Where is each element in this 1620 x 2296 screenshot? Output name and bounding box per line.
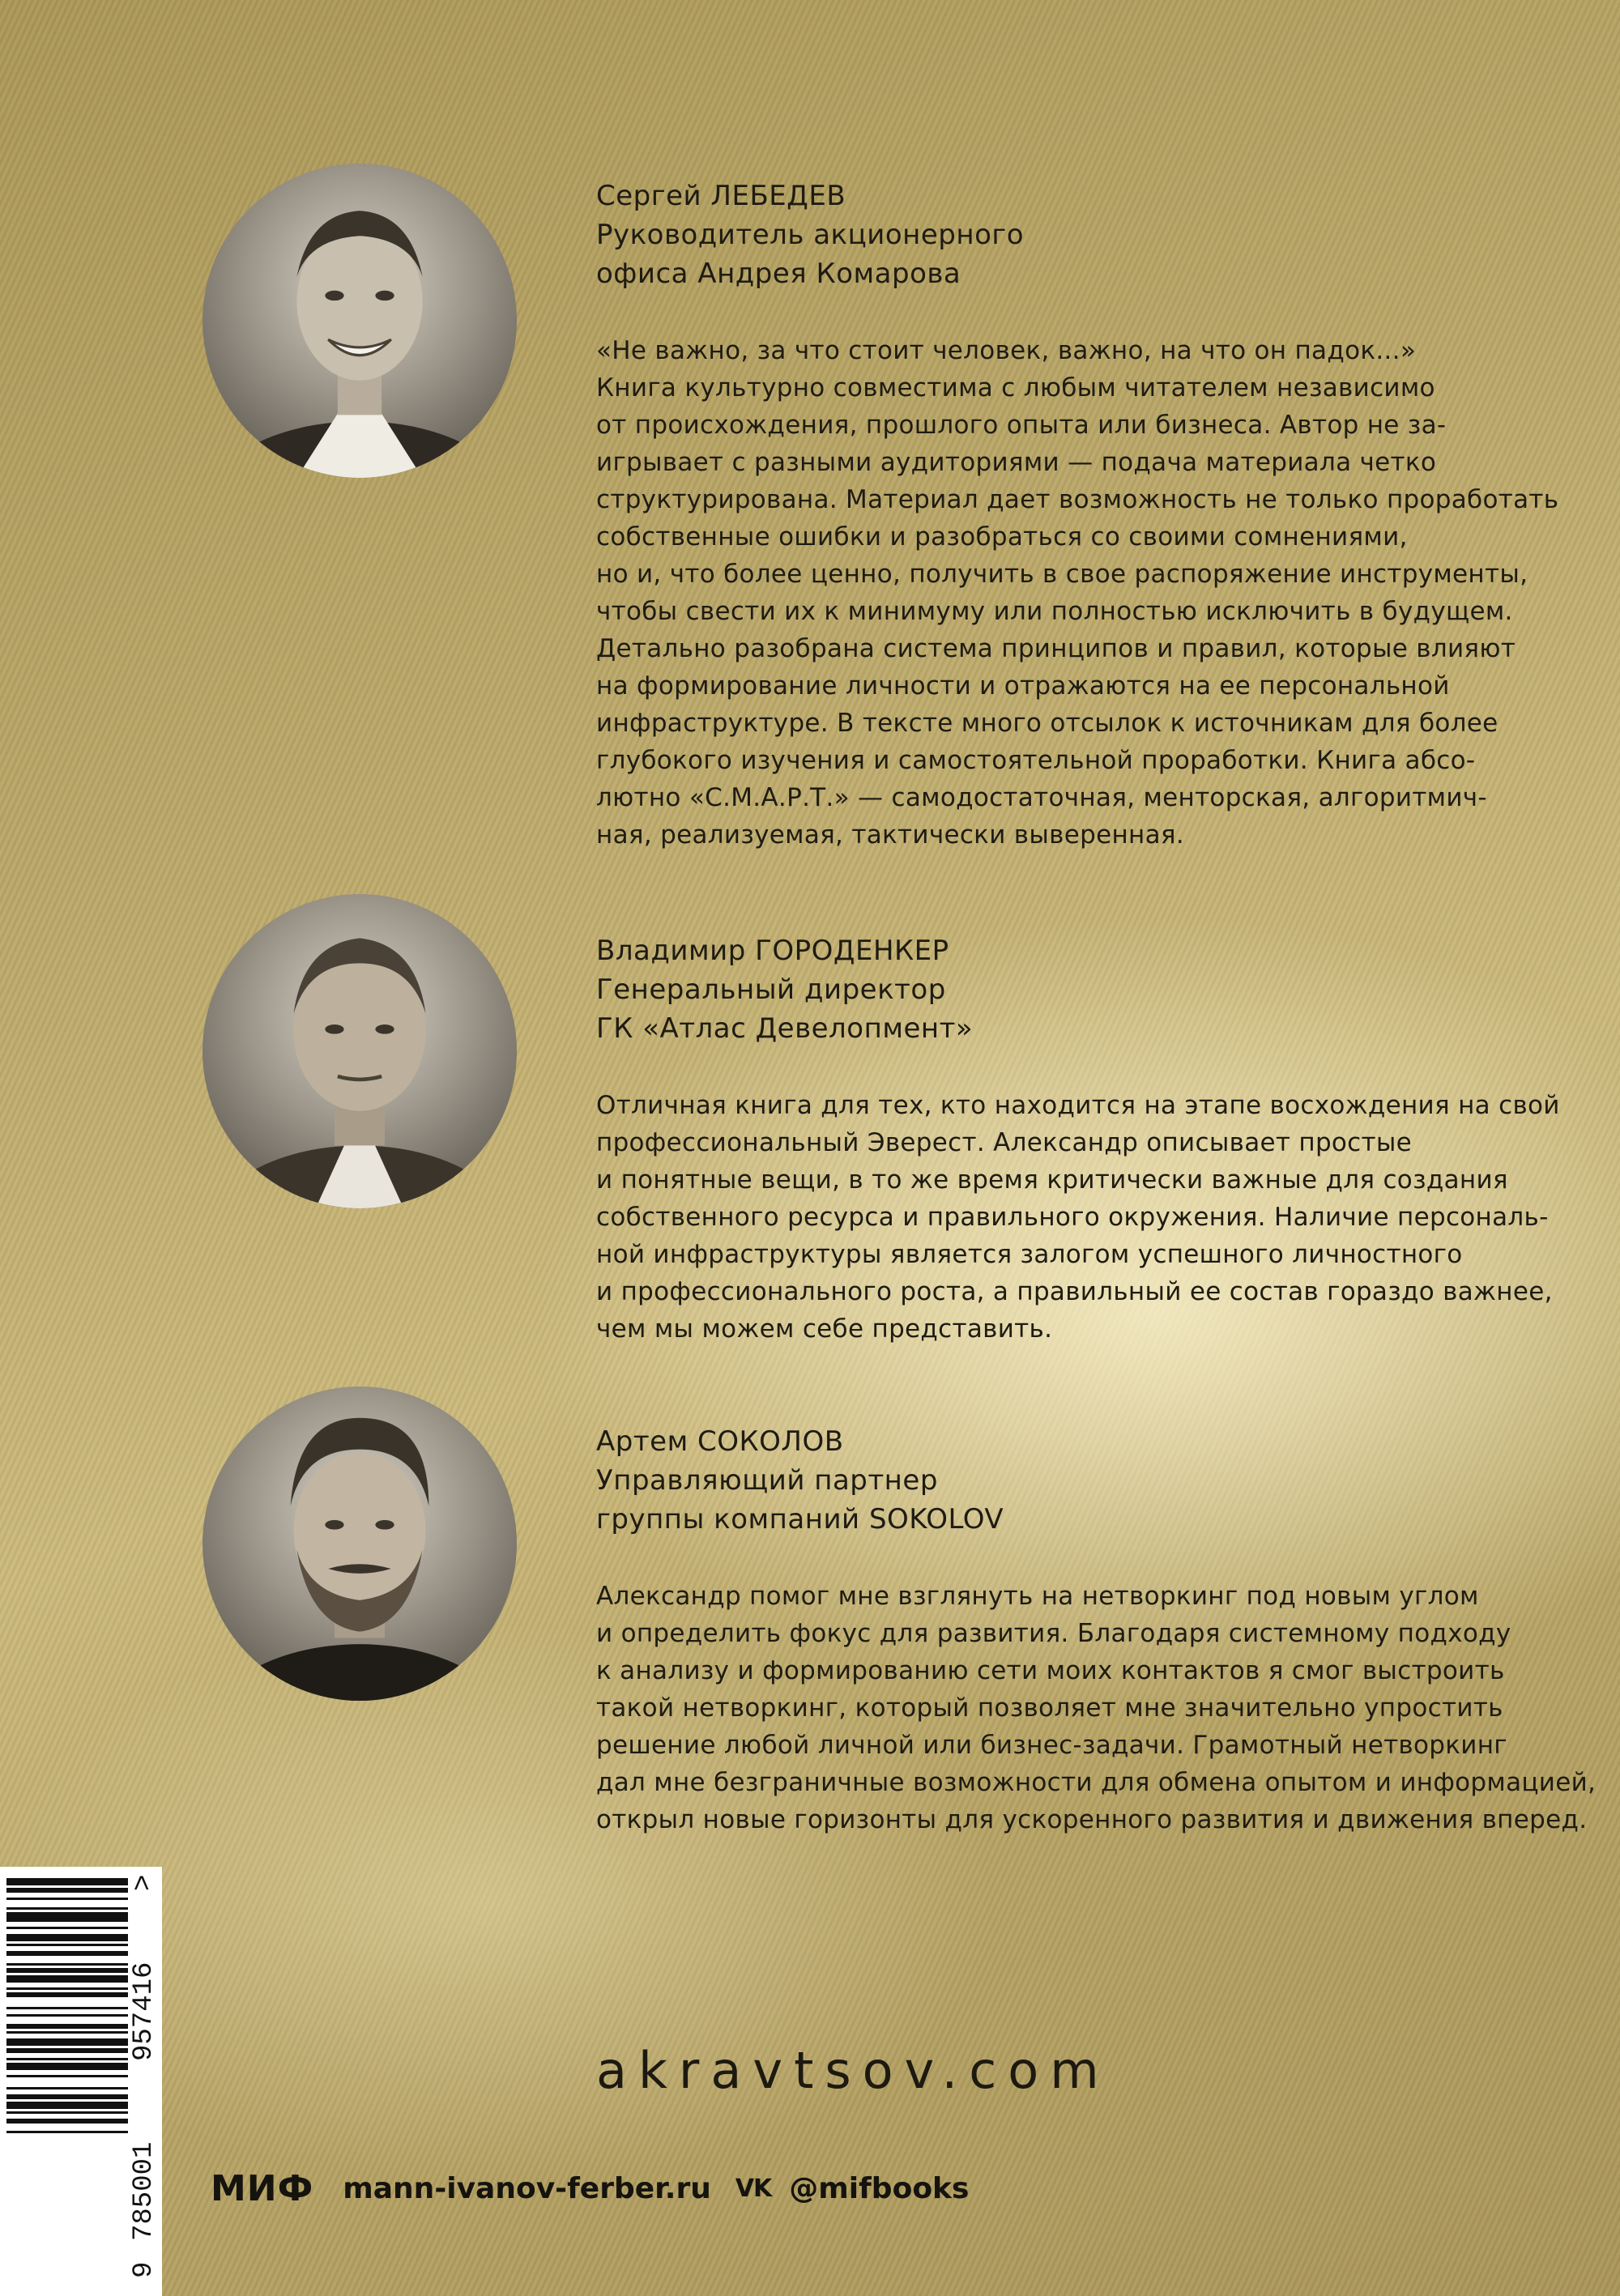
quote-line: профессиональный Эверест. Александр описывает простые xyxy=(596,1128,1413,1157)
quote-line: Книга культурно совместима с любым читателем независимо xyxy=(596,373,1435,403)
barcode-bar xyxy=(6,1912,128,1922)
barcode-bar xyxy=(6,1951,128,1956)
reviewer-name: Сергей ЛЕБЕДЕВ xyxy=(596,180,846,212)
reviewer-role-line: Генеральный директор xyxy=(596,973,946,1006)
barcode-bar xyxy=(6,1975,128,1983)
barcode-bar xyxy=(6,1927,128,1929)
barcode-arrow: > xyxy=(129,1874,160,1891)
quote-line: решение любой личной или бизнес-задачи. Грамотный нетворкинг xyxy=(596,1731,1507,1760)
barcode-bar xyxy=(6,1934,128,1941)
barcode-bar xyxy=(6,1987,128,1990)
barcode-bar xyxy=(6,1878,128,1885)
quote-line: игрывает с разными аудиториями — подача материала четко xyxy=(596,448,1437,477)
barcode-bar xyxy=(6,2087,128,2089)
quote-line: чтобы свести их к минимуму или полностью исключить в будущем. xyxy=(596,597,1513,626)
reviewer-role-line: ГК «Атлас Девелопмент» xyxy=(596,1012,974,1045)
quote-line: дал мне безграничные возможности для обмена опытом и информацией, xyxy=(596,1768,1597,1797)
quote-line: лютно «С.М.А.Р.Т.» — самодостаточная, менторская, алгоритмич- xyxy=(596,783,1487,812)
review-quote xyxy=(596,1087,1560,1348)
reviewer-name: Артем СОКОЛОВ xyxy=(596,1425,844,1458)
barcode-bar xyxy=(6,2075,128,2077)
barcode-bar xyxy=(6,1898,128,1900)
portrait-artem-sokolov xyxy=(202,1387,517,1701)
reviewer-role-line: офиса Андрея Комарова xyxy=(596,258,961,290)
reviewer-role-line: группы компаний SOKOLOV xyxy=(596,1503,1004,1536)
barcode-bar xyxy=(6,2058,128,2060)
barcode-bar xyxy=(6,1907,128,1910)
quote-line: и профессионального роста, а правильный ее состав гораздо важнее, xyxy=(596,1277,1553,1306)
barcode-bar xyxy=(6,2007,128,2009)
quote-line: инфраструктуре. В тексте много отсылок к источникам для более xyxy=(596,709,1498,738)
barcode-graphic xyxy=(0,1867,162,2296)
barcode-bar xyxy=(6,2038,128,2046)
vk-icon[interactable]: VK xyxy=(735,2174,772,2203)
barcode-bar xyxy=(6,1944,128,1946)
quote-line: Детально разобрана система принципов и правил, которые влияют xyxy=(596,634,1516,663)
quote-line: такой нетворкинг, который позволяет мне значительно упростить xyxy=(596,1693,1503,1723)
quote-line: на формирование личности и отражаются на ее персональной xyxy=(596,671,1450,701)
barcode-bar xyxy=(6,1963,128,1966)
barcode-bar xyxy=(6,2131,128,2133)
quote-line: Александр помог мне взглянуть на нетворкинг под новым углом xyxy=(596,1582,1479,1611)
quote-line: и понятные вещи, в то же время критически важные для создания xyxy=(596,1165,1508,1195)
barcode-bar xyxy=(6,2048,128,2053)
barcode-bar xyxy=(6,2102,128,2109)
portrait-photo xyxy=(202,164,517,478)
barcode-digits-left: 9 xyxy=(129,2261,160,2278)
quote-line: собственного ресурса и правильного окружения. Наличие персональ- xyxy=(596,1203,1549,1232)
reviewer-role-line: Управляющий партнер xyxy=(596,1464,938,1497)
barcode-bar xyxy=(6,1888,128,1893)
reviewer-role-line: Руководитель акционерного xyxy=(596,219,1025,251)
quote-line: ная, реализуемая, тактически выверенная. xyxy=(596,820,1184,850)
quote-line: но и, что более ценно, получить в свое распоряжение инструменты, xyxy=(596,560,1528,589)
publisher-footer xyxy=(211,2164,969,2213)
portrait-sergey-lebedev xyxy=(202,164,517,478)
quote-line: ной инфраструктуры является залогом успешного личностного xyxy=(596,1240,1463,1269)
quote-line: чем мы можем себе представить. xyxy=(596,1314,1053,1344)
quote-line: Отличная книга для тех, кто находится на этапе восхождения на свой xyxy=(596,1091,1560,1120)
quote-line: от происхождения, прошлого опыта или бизнеса. Автор не за- xyxy=(596,411,1447,440)
quote-line: к анализу и формированию сети моих контактов я смог выстроить xyxy=(596,1656,1505,1685)
publisher-url[interactable]: mann-ivanov-ferber.ru xyxy=(343,2171,711,2205)
barcode-digits-mid: 785001 xyxy=(129,2141,160,2241)
review-entry-3 xyxy=(596,1422,1597,1838)
review-quote xyxy=(596,1578,1597,1838)
review-entry-1 xyxy=(596,177,1559,854)
barcode-bar xyxy=(6,2014,128,2017)
isbn-barcode xyxy=(0,1867,162,2296)
portrait-photo xyxy=(202,894,517,1208)
barcode-bar xyxy=(6,2024,128,2029)
barcode-bar xyxy=(6,1968,128,1973)
barcode-bar xyxy=(6,2111,128,2114)
barcode-bar xyxy=(6,2094,128,2099)
reviewer-name: Владимир ГОРОДЕНКЕР xyxy=(596,935,949,967)
barcode-bars xyxy=(6,1878,128,2133)
quote-line: открыл новые горизонты для ускоренного развития и движения вперед. xyxy=(596,1805,1588,1834)
quote-line: и определить фокус для развития. Благодаря системному подходу xyxy=(596,1619,1511,1648)
publisher-logo: МИФ xyxy=(211,2167,314,2209)
quote-line: глубокого изучения и самостоятельной проработки. Книга абсо- xyxy=(596,746,1476,775)
quote-line: собственные ошибки и разобраться со своими сомнениями, xyxy=(596,522,1408,552)
barcode-bar xyxy=(6,2031,128,2034)
quote-line: «Не важно, за что стоит человек, важно, на что он падок...» xyxy=(596,336,1417,365)
author-website[interactable]: akravtsov.com xyxy=(596,2041,1111,2100)
social-handle[interactable]: @mifbooks xyxy=(789,2171,970,2205)
barcode-bar xyxy=(6,2063,128,2070)
barcode-bar xyxy=(6,2119,128,2123)
barcode-digits-right: 957416 xyxy=(129,1962,160,2061)
portrait-vladimir-gorodenker xyxy=(202,894,517,1208)
portrait-photo xyxy=(202,1387,517,1701)
review-quote xyxy=(596,332,1559,854)
review-entry-2 xyxy=(596,931,1560,1348)
barcode-bar xyxy=(6,1992,128,1997)
quote-line: структурирована. Материал дает возможность не только проработать xyxy=(596,485,1559,514)
